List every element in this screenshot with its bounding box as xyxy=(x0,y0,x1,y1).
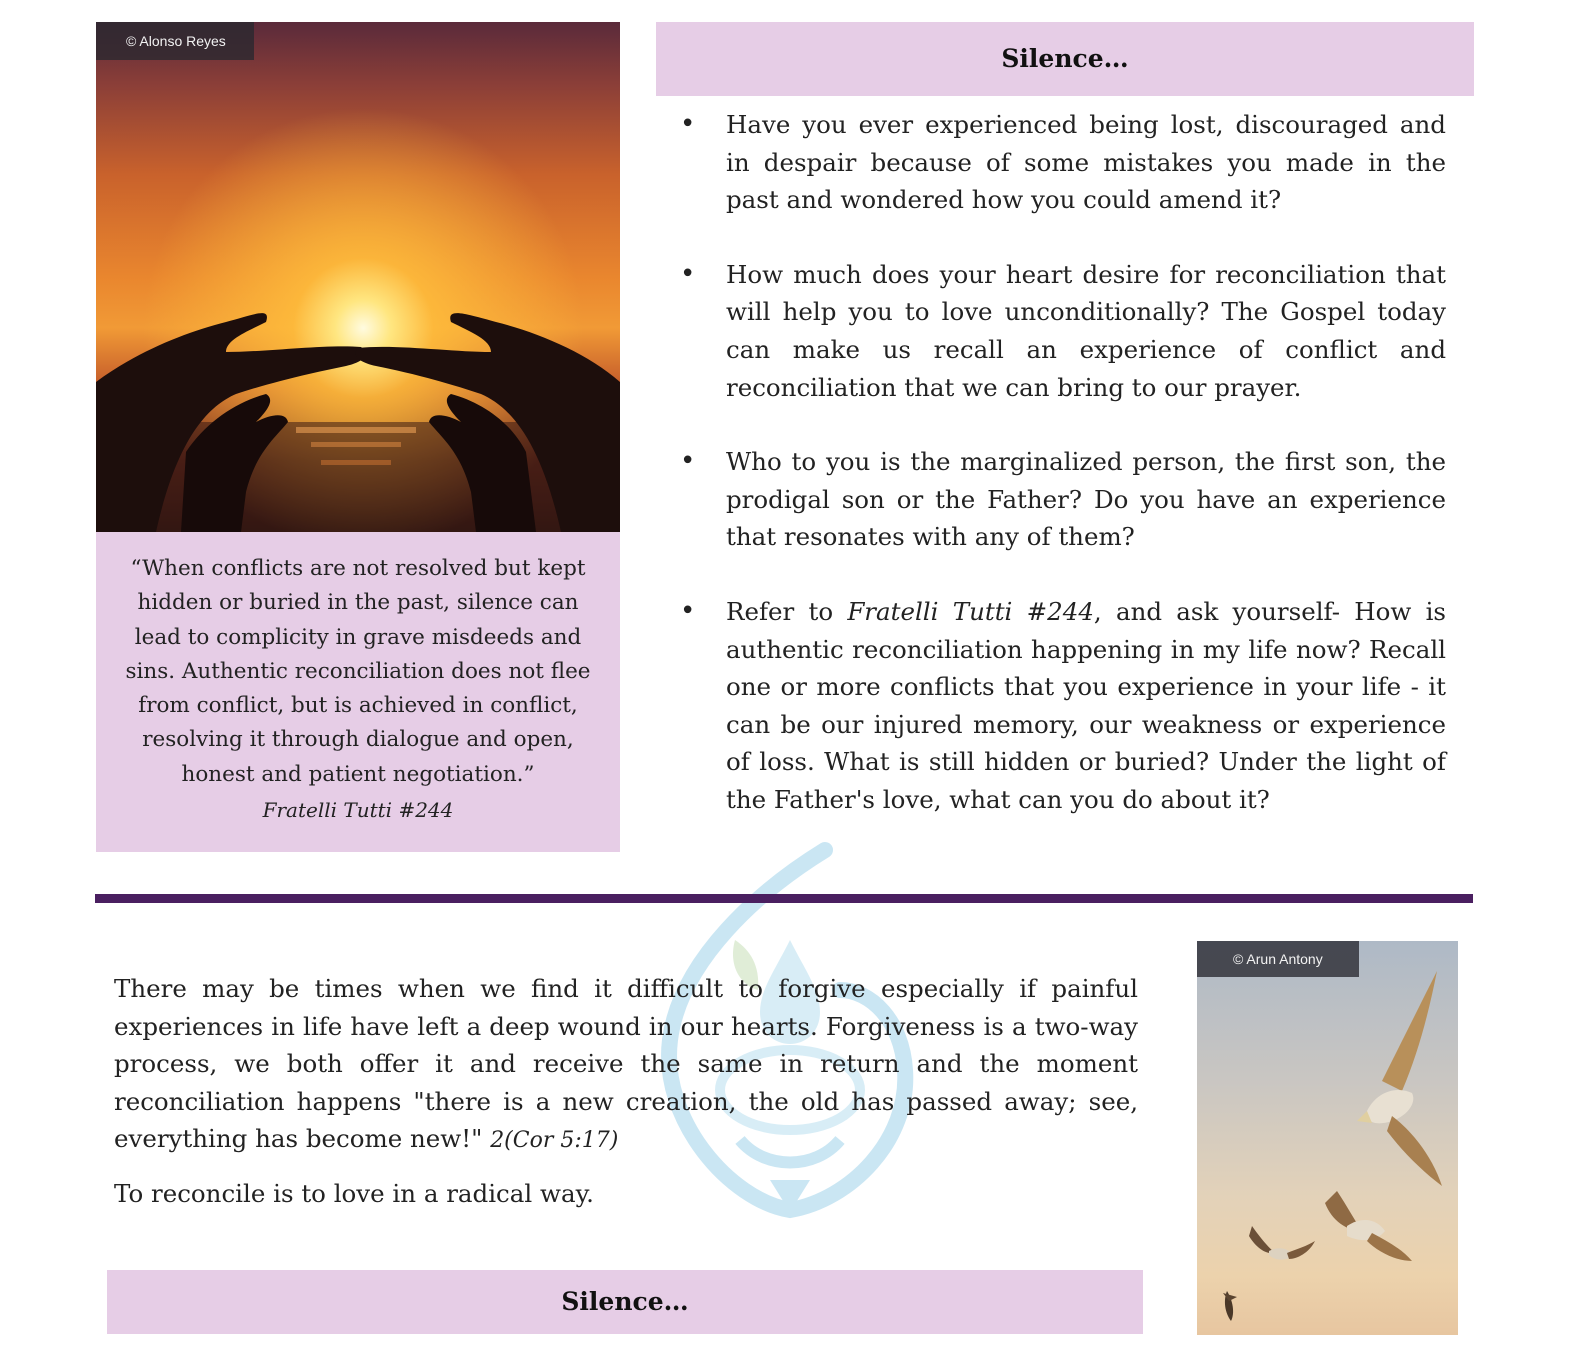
reflection-questions xyxy=(676,106,1446,856)
birds-illustration xyxy=(1197,941,1458,1335)
quote-text: “When conflicts are not resolved but kept hidden or buried in the past, silence can lead to complicity in grave misdeeds and sins. Authentic reconciliation does not flee from conflict, but is achieved in conflict, resolving it through dialogue and open, honest and patient negotiation.” xyxy=(125,556,591,787)
hands-silhouette xyxy=(96,22,620,532)
question-text: How much does your heart desire for reconciliation that will help you to love unconditionally? The Gospel today can make us recall an experience of conflict and reconciliation that we can bring to our prayer. xyxy=(726,259,1446,402)
question-prefix: Refer to xyxy=(726,596,848,626)
question-emphasis: Fratelli Tutti #244 xyxy=(847,596,1094,626)
silence-heading: Silence… xyxy=(656,22,1474,96)
question-text: , and ask yourself- How is authentic reconciliation happening in my life now? Recall one or more conflicts that you experience in your life - it can be our injured memory, our weakness or experience of loss. What is still hidden or buried? Under the light of the Father's love, what can you do about it? xyxy=(726,596,1446,814)
quote-source: Fratelli Tutti #244 xyxy=(262,798,454,823)
section-divider xyxy=(95,894,1473,903)
question-text: Who to you is the marginalized person, the first son, the prodigal son or the Father? Do you have an experience that resonates with any of them? xyxy=(726,447,1446,552)
closing-line: To reconcile is to love in a radical way. xyxy=(114,1178,594,1208)
quote-box xyxy=(96,532,620,852)
bullet-icon: • xyxy=(680,446,696,477)
silence-heading-bottom: Silence… xyxy=(107,1270,1143,1334)
paragraph-text: There may be times when we find it difficult to forgive especially if painful experiences in life have left a deep wound in our hearts. Forgiveness is a two-way process, we both offer it and receive the same in return and the moment reconciliation happens "there is a new creation, the old has passed away; see, everything has become new!" xyxy=(114,974,1138,1154)
reflection-paragraph xyxy=(114,970,1138,1213)
birds-photo xyxy=(1197,941,1458,1335)
photo-credit: © Alonso Reyes xyxy=(96,22,254,60)
scripture-citation: 2(Cor 5:17) xyxy=(490,1128,619,1154)
list-item xyxy=(676,106,1446,219)
sunset-hands-photo xyxy=(96,22,620,532)
bullet-icon: • xyxy=(680,595,696,626)
list-item xyxy=(676,256,1446,406)
photo-credit: © Arun Antony xyxy=(1197,941,1359,977)
bullet-icon: • xyxy=(680,109,696,139)
question-text: Have you ever experienced being lost, discouraged and in despair because of some mistakes you made in the past and wondered how you could amend it? xyxy=(726,110,1446,215)
list-item xyxy=(676,443,1446,556)
bullet-icon: • xyxy=(680,258,696,289)
list-item xyxy=(676,593,1446,819)
paragraph-body xyxy=(114,970,1138,1160)
